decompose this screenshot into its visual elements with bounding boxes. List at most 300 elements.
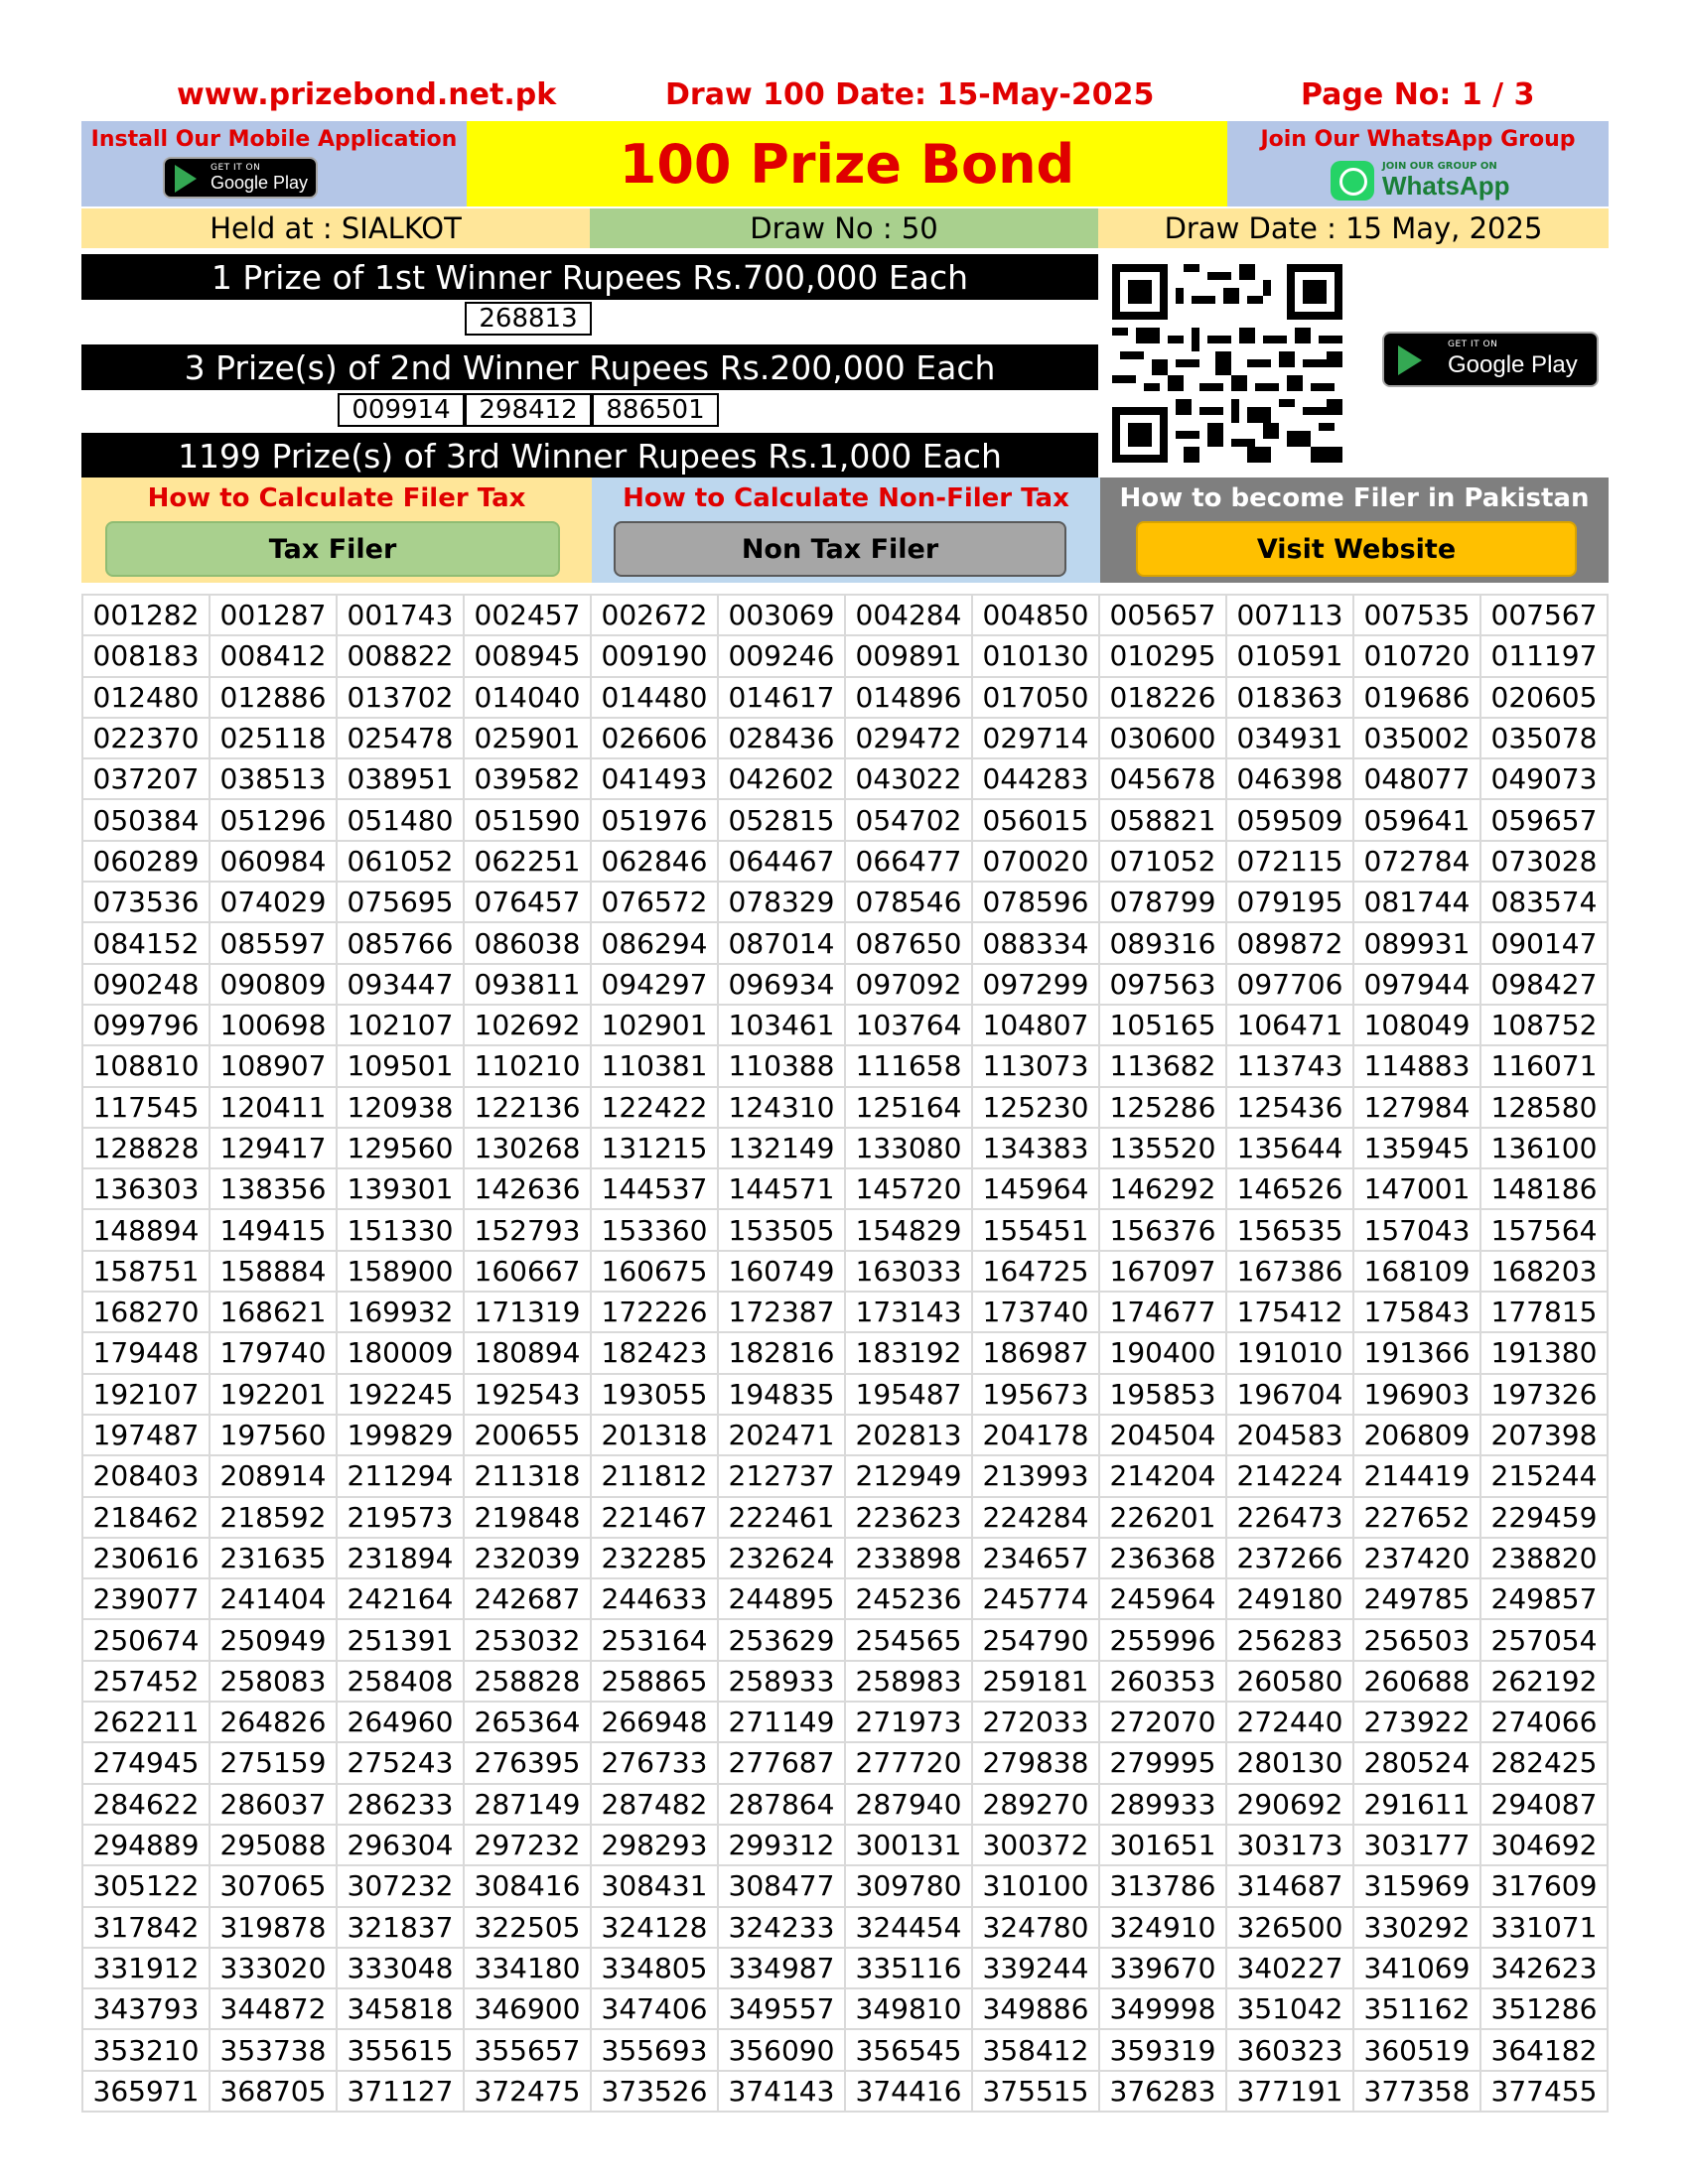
bond-number-cell: 331912 (82, 1948, 210, 1988)
bond-number-cell: 249180 (1226, 1578, 1353, 1619)
whatsapp-button[interactable] (1331, 159, 1519, 203)
become-filer-panel (1100, 478, 1609, 583)
bond-number-cell: 052815 (718, 799, 845, 840)
bond-number-cell: 211318 (464, 1455, 591, 1496)
bond-number-cell: 197560 (210, 1415, 337, 1455)
bond-number-cell: 345818 (337, 1988, 464, 2029)
bond-number-cell: 223623 (845, 1497, 972, 1538)
table-row (82, 1168, 1608, 1209)
bond-number-cell: 058821 (1099, 799, 1226, 840)
bond-number-cell: 196704 (1226, 1374, 1353, 1415)
non-filer-tax-panel (592, 478, 1100, 583)
bond-number-cell: 377358 (1353, 2071, 1480, 2112)
bond-number-cell: 226201 (1099, 1497, 1226, 1538)
bond-number-cell: 135520 (1099, 1128, 1226, 1168)
bond-number-cell: 090147 (1480, 922, 1608, 963)
bond-number-cell: 289933 (1099, 1784, 1226, 1825)
bond-number-cell: 192245 (337, 1374, 464, 1415)
bond-number-cell: 110388 (718, 1045, 845, 1086)
bond-number-cell: 157564 (1480, 1209, 1608, 1250)
bond-number-cell: 314687 (1226, 1865, 1353, 1906)
bond-number-cell: 108049 (1353, 1005, 1480, 1045)
bond-number-cell: 003069 (718, 595, 845, 635)
bond-number-cell: 234657 (972, 1538, 1099, 1578)
bond-number-cell: 125230 (972, 1087, 1099, 1128)
bond-number-cell: 305122 (82, 1865, 210, 1906)
bond-number-cell: 349886 (972, 1988, 1099, 2029)
bond-number-cell: 122136 (464, 1087, 591, 1128)
table-row (82, 1661, 1608, 1702)
bond-number-cell: 233898 (845, 1538, 972, 1578)
bond-number-cell: 097563 (1099, 964, 1226, 1005)
bond-number-cell: 014480 (591, 677, 718, 718)
bond-number-cell: 010720 (1353, 635, 1480, 676)
table-row (82, 1415, 1608, 1455)
bond-number-cell: 344872 (210, 1988, 337, 2029)
bond-number-cell: 294889 (82, 1825, 210, 1865)
bond-number-cell: 175412 (1226, 1292, 1353, 1332)
bond-number-cell: 034931 (1226, 718, 1353, 758)
bond-number-cell: 086294 (591, 922, 718, 963)
bond-number-cell: 309780 (845, 1865, 972, 1906)
bond-number-cell: 272440 (1226, 1702, 1353, 1742)
table-row (82, 1292, 1608, 1332)
bond-number-cell: 284622 (82, 1784, 210, 1825)
bond-number-cell: 191010 (1226, 1332, 1353, 1373)
bond-number-cell: 097706 (1226, 964, 1353, 1005)
bond-number-cell: 073028 (1480, 841, 1608, 882)
bond-number-cell: 071052 (1099, 841, 1226, 882)
bond-number-cell: 051590 (464, 799, 591, 840)
install-app-panel (81, 121, 467, 206)
bond-number-cell: 043022 (845, 758, 972, 799)
bond-number-cell: 168203 (1480, 1251, 1608, 1292)
google-play-small-text: GET IT ON (1448, 340, 1498, 349)
bond-number-cell: 148894 (82, 1209, 210, 1250)
bond-number-cell: 059509 (1226, 799, 1353, 840)
table-row (82, 1948, 1608, 1988)
bond-number-cell: 245774 (972, 1578, 1099, 1619)
bond-number-cell: 163033 (845, 1251, 972, 1292)
filer-tax-panel (81, 478, 592, 583)
bond-number-cell: 313786 (1099, 1865, 1226, 1906)
bond-number-cell: 007535 (1353, 595, 1480, 635)
bond-number-cell: 215244 (1480, 1455, 1608, 1496)
bond-number-cell: 083574 (1480, 882, 1608, 922)
bond-number-cell: 242687 (464, 1578, 591, 1619)
bond-number-cell: 303177 (1353, 1825, 1480, 1865)
bond-number-cell: 060289 (82, 841, 210, 882)
bond-number-cell: 204504 (1099, 1415, 1226, 1455)
bond-number-cell: 157043 (1353, 1209, 1480, 1250)
table-row (82, 1619, 1608, 1660)
bond-number-cell: 001743 (337, 595, 464, 635)
whatsapp-icon (1331, 161, 1374, 201)
bond-number-cell: 272033 (972, 1702, 1099, 1742)
bond-number-cell: 255996 (1099, 1619, 1226, 1660)
bond-number-cell: 237420 (1353, 1538, 1480, 1578)
bond-number-cell: 301651 (1099, 1825, 1226, 1865)
bond-number-cell: 129417 (210, 1128, 337, 1168)
bond-number-cell: 286233 (337, 1784, 464, 1825)
bond-number-cell: 377455 (1480, 2071, 1608, 2112)
table-row (82, 1332, 1608, 1373)
google-play-big-text: Google Play (211, 173, 309, 193)
bond-number-cell: 076457 (464, 882, 591, 922)
bond-number-cell: 324128 (591, 1907, 718, 1948)
bond-number-cell: 310100 (972, 1865, 1099, 1906)
bond-number-cell: 114883 (1353, 1045, 1480, 1086)
bond-number-cell: 014896 (845, 677, 972, 718)
bond-number-cell: 133080 (845, 1128, 972, 1168)
bond-number-cell: 204178 (972, 1415, 1099, 1455)
bond-number-cell: 303173 (1226, 1825, 1353, 1865)
bond-number-cell: 236368 (1099, 1538, 1226, 1578)
bond-number-cell: 022370 (82, 718, 210, 758)
bond-number-cell: 191366 (1353, 1332, 1480, 1373)
bond-number-cell: 287940 (845, 1784, 972, 1825)
bond-number-cell: 307065 (210, 1865, 337, 1906)
bond-number-cell: 280524 (1353, 1742, 1480, 1783)
bond-number-cell: 089872 (1226, 922, 1353, 963)
bond-number-cell: 160749 (718, 1251, 845, 1292)
bond-number-cell: 097944 (1353, 964, 1480, 1005)
bond-number-cell: 375515 (972, 2071, 1099, 2112)
bond-number-cell: 319878 (210, 1907, 337, 1948)
bond-number-cell: 134383 (972, 1128, 1099, 1168)
bond-number-cell: 151330 (337, 1209, 464, 1250)
bond-number-cell: 272070 (1099, 1702, 1226, 1742)
bond-number-cell: 076572 (591, 882, 718, 922)
bond-number-cell: 108907 (210, 1045, 337, 1086)
bond-number-cell: 317609 (1480, 1865, 1608, 1906)
bond-number-cell: 297232 (464, 1825, 591, 1865)
bond-number-cell: 222461 (718, 1497, 845, 1538)
page-title: 100 Prize Bond (619, 132, 1075, 196)
bond-number-cell: 244633 (591, 1578, 718, 1619)
bond-number-cell: 334987 (718, 1948, 845, 1988)
bond-number-cell: 149415 (210, 1209, 337, 1250)
bond-number-cell: 334180 (464, 1948, 591, 1988)
bond-number-cell: 202813 (845, 1415, 972, 1455)
bond-number-cell: 158900 (337, 1251, 464, 1292)
bond-number-cell: 014617 (718, 677, 845, 718)
bond-number-cell: 017050 (972, 677, 1099, 718)
bond-number-cell: 129560 (337, 1128, 464, 1168)
bond-number-cell: 173740 (972, 1292, 1099, 1332)
bond-number-cell: 156535 (1226, 1209, 1353, 1250)
bond-number-cell: 011197 (1480, 635, 1608, 676)
bond-number-cell: 224284 (972, 1497, 1099, 1538)
bond-number-cell: 168270 (82, 1292, 210, 1332)
bond-number-cell: 376283 (1099, 2071, 1226, 2112)
bond-number-cell: 066477 (845, 841, 972, 882)
bond-number-cell: 062846 (591, 841, 718, 882)
bond-number-cell: 078596 (972, 882, 1099, 922)
draw-date: Draw Date : 15 May, 2025 (1098, 208, 1609, 248)
table-row (82, 841, 1608, 882)
bond-number-cell: 004850 (972, 595, 1099, 635)
bond-number-cell: 078799 (1099, 882, 1226, 922)
bond-number-cell: 237266 (1226, 1538, 1353, 1578)
bond-number-cell: 029714 (972, 718, 1099, 758)
bond-number-cell: 193055 (591, 1374, 718, 1415)
bond-number-cell: 084152 (82, 922, 210, 963)
bond-number-cell: 258865 (591, 1661, 718, 1702)
bond-number-cell: 169932 (337, 1292, 464, 1332)
table-row (82, 1784, 1608, 1825)
bond-number-cell: 144571 (718, 1168, 845, 1209)
bond-number-cell: 208403 (82, 1455, 210, 1496)
bond-number-cell: 265364 (464, 1702, 591, 1742)
bond-number-cell: 218592 (210, 1497, 337, 1538)
numbers-table (81, 594, 1609, 2113)
bond-number-cell: 125286 (1099, 1087, 1226, 1128)
bond-number-cell: 245964 (1099, 1578, 1226, 1619)
bond-number-cell: 008945 (464, 635, 591, 676)
bond-number-cell: 260688 (1353, 1661, 1480, 1702)
bond-number-cell: 276733 (591, 1742, 718, 1783)
qr-code[interactable] (1112, 264, 1342, 463)
bond-number-cell: 093811 (464, 964, 591, 1005)
bond-number-cell: 050384 (82, 799, 210, 840)
bond-number-cell: 324910 (1099, 1907, 1226, 1948)
bond-number-cell: 160675 (591, 1251, 718, 1292)
bond-number-cell: 374143 (718, 2071, 845, 2112)
bond-number-cell: 180894 (464, 1332, 591, 1373)
bond-number-cell: 231635 (210, 1538, 337, 1578)
bond-number-cell: 010591 (1226, 635, 1353, 676)
bond-number-cell: 146526 (1226, 1168, 1353, 1209)
bond-number-cell: 197487 (82, 1415, 210, 1455)
google-play-button-left[interactable] (163, 157, 318, 199)
bond-number-cell: 206809 (1353, 1415, 1480, 1455)
non-tax-filer-button[interactable]: Non Tax Filer (614, 521, 1066, 577)
bond-number-cell: 020605 (1480, 677, 1608, 718)
bond-number-cell: 102107 (337, 1005, 464, 1045)
table-row (82, 1128, 1608, 1168)
bond-number-cell: 061052 (337, 841, 464, 882)
bond-number-cell: 192107 (82, 1374, 210, 1415)
bond-number-cell: 155451 (972, 1209, 1099, 1250)
bond-number-cell: 295088 (210, 1825, 337, 1865)
bond-number-cell: 282425 (1480, 1742, 1608, 1783)
bond-number-cell: 168621 (210, 1292, 337, 1332)
bond-number-cell: 089316 (1099, 922, 1226, 963)
table-row (82, 1538, 1608, 1578)
bond-number-cell: 229459 (1480, 1497, 1608, 1538)
bond-number-cell: 195673 (972, 1374, 1099, 1415)
bond-number-cell: 051296 (210, 799, 337, 840)
bond-number-cell: 266948 (591, 1702, 718, 1742)
bond-number-cell: 349557 (718, 1988, 845, 2029)
bond-number-cell: 353738 (210, 2029, 337, 2070)
bond-number-cell: 010295 (1099, 635, 1226, 676)
bond-number-cell: 018363 (1226, 677, 1353, 718)
bond-number-cell: 086038 (464, 922, 591, 963)
bond-number-cell: 144537 (591, 1168, 718, 1209)
bond-number-cell: 347406 (591, 1988, 718, 2029)
bond-number-cell: 145964 (972, 1168, 1099, 1209)
title-banner (467, 121, 1227, 206)
bond-number-cell: 093447 (337, 964, 464, 1005)
bond-number-cell: 087650 (845, 922, 972, 963)
bond-number-cell: 046398 (1226, 758, 1353, 799)
google-play-button-right[interactable] (1382, 332, 1599, 387)
bond-number-cell: 108752 (1480, 1005, 1608, 1045)
second-prize-bar: 3 Prize(s) of 2nd Winner Rupees Rs.200,000 Each (81, 344, 1098, 390)
bond-number-cell: 138356 (210, 1168, 337, 1209)
bond-number-cell: 158884 (210, 1251, 337, 1292)
bond-number-cell: 105165 (1099, 1005, 1226, 1045)
bond-number-cell: 204583 (1226, 1415, 1353, 1455)
bond-number-cell: 192543 (464, 1374, 591, 1415)
bond-number-cell: 256503 (1353, 1619, 1480, 1660)
bond-number-cell: 012480 (82, 677, 210, 718)
bond-number-cell: 264826 (210, 1702, 337, 1742)
bond-number-cell: 146292 (1099, 1168, 1226, 1209)
whatsapp-panel (1227, 121, 1609, 206)
bond-number-cell: 009190 (591, 635, 718, 676)
bond-number-cell: 104807 (972, 1005, 1099, 1045)
bond-number-cell: 078329 (718, 882, 845, 922)
bond-number-cell: 088334 (972, 922, 1099, 963)
bond-number-cell: 172226 (591, 1292, 718, 1332)
bond-number-cell: 110210 (464, 1045, 591, 1086)
bond-number-cell: 241404 (210, 1578, 337, 1619)
bond-number-cell: 130268 (464, 1128, 591, 1168)
bond-number-cell: 182423 (591, 1332, 718, 1373)
bond-number-cell: 355693 (591, 2029, 718, 2070)
page-number: Page No: 1 / 3 (1301, 77, 1535, 112)
bond-number-cell: 135945 (1353, 1128, 1480, 1168)
bond-number-cell: 213993 (972, 1455, 1099, 1496)
bond-number-cell: 353210 (82, 2029, 210, 2070)
table-row (82, 922, 1608, 963)
bond-number-cell: 254565 (845, 1619, 972, 1660)
bond-number-cell: 315969 (1353, 1865, 1480, 1906)
website-link[interactable]: www.prizebond.net.pk (177, 77, 557, 112)
bond-number-cell: 153505 (718, 1209, 845, 1250)
bond-number-cell: 339670 (1099, 1948, 1226, 1988)
bond-number-cell: 102901 (591, 1005, 718, 1045)
bond-number-cell: 109501 (337, 1045, 464, 1086)
bond-number-cell: 262192 (1480, 1661, 1608, 1702)
bond-number-cell: 010130 (972, 635, 1099, 676)
bond-number-cell: 280130 (1226, 1742, 1353, 1783)
first-prize-bar: 1 Prize of 1st Winner Rupees Rs.700,000 Each (81, 254, 1098, 300)
bond-number-cell: 174677 (1099, 1292, 1226, 1332)
bond-number-cell: 072115 (1226, 841, 1353, 882)
bond-number-cell: 257452 (82, 1661, 210, 1702)
bond-number-cell: 098427 (1480, 964, 1608, 1005)
bond-number-cell: 349810 (845, 1988, 972, 2029)
bond-number-cell: 355615 (337, 2029, 464, 2070)
bond-number-cell: 062251 (464, 841, 591, 882)
table-row (82, 2029, 1608, 2070)
bond-number-cell: 014040 (464, 677, 591, 718)
table-row (82, 882, 1608, 922)
table-row (82, 1497, 1608, 1538)
bond-number-cell: 136303 (82, 1168, 210, 1209)
bond-number-cell: 035078 (1480, 718, 1608, 758)
bond-number-cell: 264960 (337, 1702, 464, 1742)
bond-number-cell: 035002 (1353, 718, 1480, 758)
bond-number-cell: 324454 (845, 1907, 972, 1948)
tax-filer-button[interactable]: Tax Filer (105, 521, 560, 577)
bond-number-cell: 148186 (1480, 1168, 1608, 1209)
bond-number-cell: 214224 (1226, 1455, 1353, 1496)
bond-number-cell: 356090 (718, 2029, 845, 2070)
bond-number-cell: 360519 (1353, 2029, 1480, 2070)
table-row (82, 1455, 1608, 1496)
bond-number-cell: 287149 (464, 1784, 591, 1825)
bond-number-cell: 242164 (337, 1578, 464, 1619)
bond-number-cell: 051976 (591, 799, 718, 840)
bond-number-cell: 001287 (210, 595, 337, 635)
visit-website-button[interactable]: Visit Website (1136, 521, 1577, 577)
bond-number-cell: 002457 (464, 595, 591, 635)
bond-number-cell: 249785 (1353, 1578, 1480, 1619)
bond-number-cell: 001282 (82, 595, 210, 635)
bond-number-cell: 230616 (82, 1538, 210, 1578)
bond-number-cell: 156376 (1099, 1209, 1226, 1250)
bond-number-cell: 358412 (972, 2029, 1099, 2070)
bond-number-cell: 355657 (464, 2029, 591, 2070)
numbers-table-body (82, 595, 1608, 2112)
bond-number-cell: 179448 (82, 1332, 210, 1373)
bond-number-cell: 324780 (972, 1907, 1099, 1948)
bond-number-cell: 164725 (972, 1251, 1099, 1292)
bond-number-cell: 090248 (82, 964, 210, 1005)
bond-number-cell: 106471 (1226, 1005, 1353, 1045)
bond-number-cell: 028436 (718, 718, 845, 758)
table-row (82, 2071, 1608, 2112)
bond-number-cell: 226473 (1226, 1497, 1353, 1538)
bond-number-cell: 009246 (718, 635, 845, 676)
bond-number-cell: 153360 (591, 1209, 718, 1250)
first-prize-number: 268813 (465, 302, 592, 336)
table-row (82, 1988, 1608, 2029)
bond-number-cell: 286037 (210, 1784, 337, 1825)
bond-number-cell: 351286 (1480, 1988, 1608, 2029)
bond-number-cell: 258983 (845, 1661, 972, 1702)
second-prize-number: 009914 (338, 393, 465, 427)
bond-number-cell: 029472 (845, 718, 972, 758)
bond-number-cell: 103764 (845, 1005, 972, 1045)
table-row (82, 1251, 1608, 1292)
bond-number-cell: 125164 (845, 1087, 972, 1128)
bond-number-cell: 135644 (1226, 1128, 1353, 1168)
bond-number-cell: 120938 (337, 1087, 464, 1128)
bond-number-cell: 257054 (1480, 1619, 1608, 1660)
bond-number-cell: 025478 (337, 718, 464, 758)
bond-number-cell: 197326 (1480, 1374, 1608, 1415)
bond-number-cell: 018226 (1099, 677, 1226, 718)
bond-number-cell: 160667 (464, 1251, 591, 1292)
bond-number-cell: 211294 (337, 1455, 464, 1496)
bond-number-cell: 232039 (464, 1538, 591, 1578)
become-filer-caption: How to become Filer in Pakistan (1119, 483, 1590, 513)
google-play-icon (175, 165, 197, 193)
bond-number-cell: 122422 (591, 1087, 718, 1128)
header-line (81, 77, 1609, 119)
bond-number-cell: 232285 (591, 1538, 718, 1578)
bond-number-cell: 253032 (464, 1619, 591, 1660)
bond-number-cell: 365971 (82, 2071, 210, 2112)
bond-number-cell: 005657 (1099, 595, 1226, 635)
bond-number-cell: 373526 (591, 2071, 718, 2112)
